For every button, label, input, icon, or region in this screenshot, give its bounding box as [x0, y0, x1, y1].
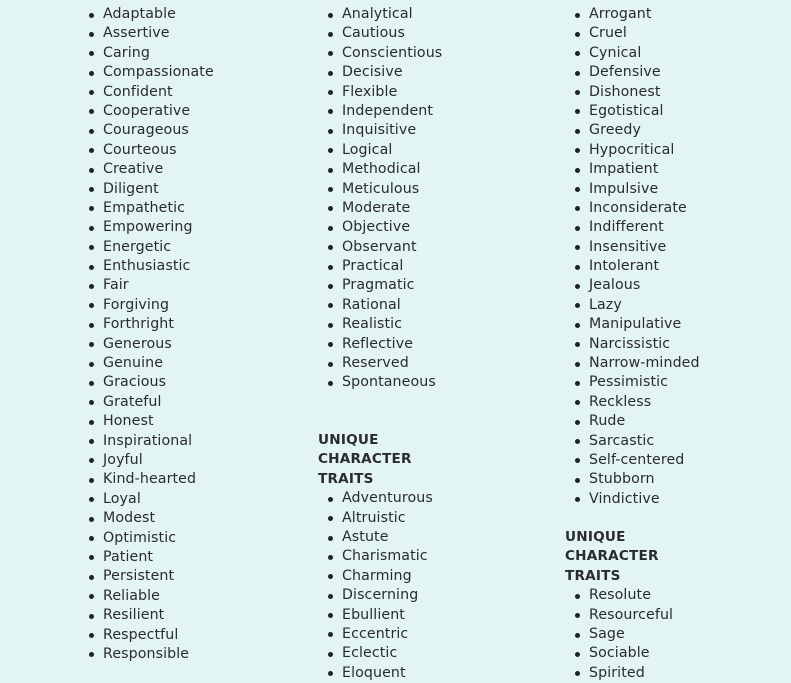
trait-item: Insensitive [572, 238, 700, 257]
trait-item: Ebullient [325, 606, 442, 625]
trait-item: Arrogant [572, 5, 700, 24]
trait-item: Compassionate [86, 63, 214, 82]
trait-item: Inspirational [86, 432, 214, 451]
trait-item: Empowering [86, 218, 214, 237]
trait-item: Cruel [572, 24, 700, 43]
trait-item: Spirited [572, 664, 700, 683]
trait-item: Narrow-minded [572, 354, 700, 373]
trait-item: Lazy [572, 296, 700, 315]
unique-traits-list-right [572, 586, 700, 683]
trait-item: Reflective [325, 335, 442, 354]
trait-item: Logical [325, 141, 442, 160]
trait-item: Persistent [86, 567, 214, 586]
trait-item: Assertive [86, 24, 214, 43]
trait-item: Gracious [86, 373, 214, 392]
trait-item: Reckless [572, 393, 700, 412]
trait-item: Adaptable [86, 5, 214, 24]
trait-item: Charismatic [325, 547, 442, 566]
trait-item: Independent [325, 102, 442, 121]
trait-item: Forgiving [86, 296, 214, 315]
trait-item: Altruistic [325, 509, 442, 528]
trait-item: Analytical [325, 5, 442, 24]
negative-traits-list [572, 5, 700, 509]
trait-item: Modest [86, 509, 214, 528]
trait-item: Greedy [572, 121, 700, 140]
trait-item: Courteous [86, 141, 214, 160]
trait-item: Dishonest [572, 83, 700, 102]
trait-item: Grateful [86, 393, 214, 412]
positive-traits-column [86, 5, 214, 664]
trait-item: Eloquent [325, 664, 442, 683]
positive-traits-list [86, 5, 214, 664]
trait-item: Inquisitive [325, 121, 442, 140]
trait-item: Cynical [572, 44, 700, 63]
trait-item: Rude [572, 412, 700, 431]
trait-item: Spontaneous [325, 373, 442, 392]
trait-item: Flexible [325, 83, 442, 102]
trait-item: Decisive [325, 63, 442, 82]
trait-item: Pessimistic [572, 373, 700, 392]
trait-item: Eclectic [325, 644, 442, 663]
trait-item: Inconsiderate [572, 199, 700, 218]
trait-item: Jealous [572, 276, 700, 295]
trait-item: Reserved [325, 354, 442, 373]
trait-item: Moderate [325, 199, 442, 218]
trait-item: Generous [86, 335, 214, 354]
trait-item: Resourceful [572, 606, 700, 625]
trait-item: Impulsive [572, 180, 700, 199]
trait-item: Courageous [86, 121, 214, 140]
unique-traits-section-middle [318, 431, 442, 683]
trait-item: Patient [86, 548, 214, 567]
trait-item: Empathetic [86, 199, 214, 218]
trait-item: Narcissistic [572, 335, 700, 354]
trait-item: Responsible [86, 645, 214, 664]
trait-item: Diligent [86, 180, 214, 199]
trait-item: Resolute [572, 586, 700, 605]
trait-item: Kind-hearted [86, 470, 214, 489]
trait-item: Confident [86, 83, 214, 102]
trait-item: Honest [86, 412, 214, 431]
trait-item: Astute [325, 528, 442, 547]
trait-item: Self-centered [572, 451, 700, 470]
trait-item: Indifferent [572, 218, 700, 237]
trait-item: Joyful [86, 451, 214, 470]
trait-item: Resilient [86, 606, 214, 625]
trait-item: Manipulative [572, 315, 700, 334]
unique-heading-line2: CHARACTER TRAITS [318, 451, 412, 487]
trait-item: Optimistic [86, 529, 214, 548]
trait-item: Methodical [325, 160, 442, 179]
trait-item: Vindictive [572, 490, 700, 509]
trait-item: Respectful [86, 626, 214, 645]
trait-item: Loyal [86, 490, 214, 509]
trait-item: Fair [86, 276, 214, 295]
trait-item: Genuine [86, 354, 214, 373]
trait-item: Intolerant [572, 257, 700, 276]
trait-item: Cooperative [86, 102, 214, 121]
trait-item: Caring [86, 44, 214, 63]
trait-item: Sage [572, 625, 700, 644]
unique-heading-line1: UNIQUE [318, 432, 379, 448]
trait-item: Eccentric [325, 625, 442, 644]
neutral-traits-list [325, 5, 442, 393]
unique-traits-list-middle [325, 489, 442, 683]
unique-heading-line2: CHARACTER TRAITS [565, 548, 659, 584]
trait-item: Cautious [325, 24, 442, 43]
trait-item: Rational [325, 296, 442, 315]
neutral-traits-column [318, 5, 443, 681]
trait-item: Pragmatic [325, 276, 442, 295]
trait-item: Creative [86, 160, 214, 179]
unique-heading-line1: UNIQUE [565, 529, 626, 545]
trait-item: Adventurous [325, 489, 442, 508]
trait-item: Defensive [572, 63, 700, 82]
trait-item: Sarcastic [572, 432, 700, 451]
trait-item: Discerning [325, 586, 442, 605]
trait-item: Sociable [572, 644, 700, 663]
trait-item: Conscientious [325, 44, 442, 63]
trait-item: Objective [325, 218, 442, 237]
trait-item: Meticulous [325, 180, 442, 199]
trait-item: Energetic [86, 238, 214, 257]
trait-item: Realistic [325, 315, 442, 334]
trait-item: Charming [325, 567, 442, 586]
negative-traits-column [565, 5, 700, 681]
trait-item: Forthright [86, 315, 214, 334]
trait-item: Enthusiastic [86, 257, 214, 276]
trait-item: Observant [325, 238, 442, 257]
trait-item: Egotistical [572, 102, 700, 121]
trait-item: Reliable [86, 587, 214, 606]
trait-item: Hypocritical [572, 141, 700, 160]
trait-item: Impatient [572, 160, 700, 179]
trait-item: Stubborn [572, 470, 700, 489]
trait-item: Practical [325, 257, 442, 276]
